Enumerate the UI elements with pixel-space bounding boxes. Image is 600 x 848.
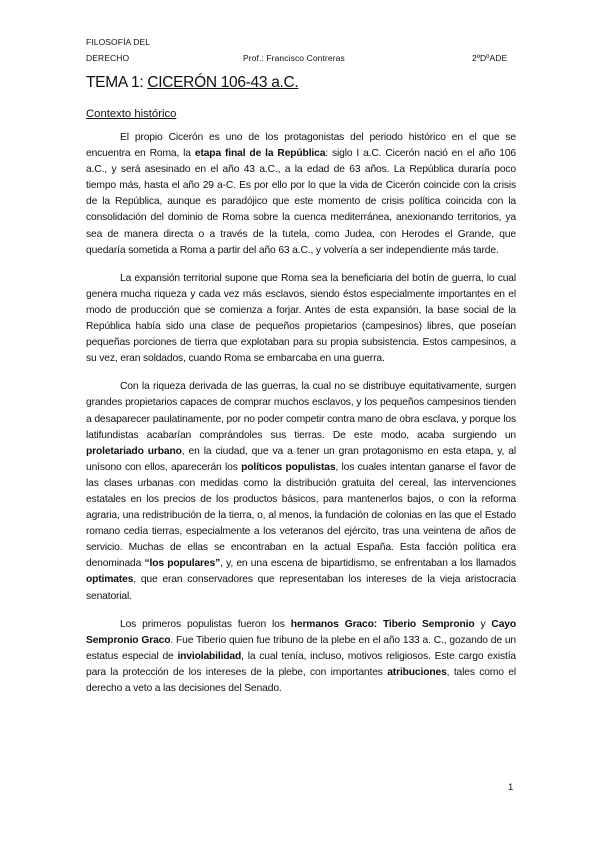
paragraph-text: , y, en una escena de bipartidismo, se enfrentaban a los llamados bbox=[220, 558, 516, 570]
document-body bbox=[86, 130, 516, 709]
bold-term: Cayo Sempronio Graco bbox=[86, 618, 517, 646]
title-prefix: TEMA 1: bbox=[86, 74, 148, 91]
paragraph-text: Con la riqueza derivada de las guerras, la cual no se distribuye equitativamente, surgen grandes propietarios capaces de comprar muchos esclavos, y los pequeños campesinos tienden a desaparecer paulatinamente, por no poder competir contra mano de obra esclava, y porque los latifundistas acabarían comprándoles sus tierras. De este modo, acaba surgiendo un bbox=[86, 381, 516, 441]
bold-term: optimates bbox=[86, 574, 134, 586]
bold-term: hermanos Graco: Tiberio Sempronio bbox=[290, 618, 475, 630]
body-paragraph bbox=[86, 617, 516, 697]
bold-term: atribuciones bbox=[387, 666, 447, 678]
paragraph-text: , en la ciudad, que va a tener un gran protagonismo en esta etapa, y, al unísono con ellos, aparecerán los bbox=[86, 445, 516, 473]
bold-term: “los populares” bbox=[144, 558, 221, 570]
professor-name: Prof.: Francisco Contreras bbox=[243, 53, 345, 63]
section-heading: Contexto histórico bbox=[86, 108, 177, 120]
paragraph-text: . Fue Tiberio quien fue tribuno de la plebe en el año 133 a. C., gozando de un estatus especial de bbox=[86, 634, 516, 662]
paragraph-text: y bbox=[474, 618, 492, 630]
page-title bbox=[86, 74, 298, 92]
bold-term: proletariado urbano bbox=[86, 445, 182, 457]
paragraph-text: Los primeros populistas fueron los bbox=[120, 618, 291, 630]
group-code: 2ºDºADE bbox=[472, 53, 508, 63]
body-paragraph bbox=[86, 271, 516, 368]
bold-term: inviolabilidad bbox=[177, 650, 242, 662]
paragraph-text: , los cuales intentan ganarse el favor de las clases urbanas con medidas como la distribución gratuita del cereal, las intervenciones estatales en los precios de los productos básicos, para mantenerlos bajos, o con la reforma agraria, una redistribución de la tierra, o, al menos, la fundación de colonias en las que el Estado romano cedía tierras, especialmente a los veteranos del ejército, tras una veintena de años de servicio. Muchas de ellas se encontraban en la actual España. Esta facción política era denominada bbox=[86, 461, 516, 570]
course-name-line1: FILOSOFÍA DEL bbox=[86, 37, 151, 47]
body-paragraph bbox=[86, 130, 516, 259]
title-subject: CICERÓN 106-43 a.C. bbox=[147, 74, 299, 91]
bold-term: políticos populistas bbox=[241, 461, 336, 473]
bold-term: etapa final de la República bbox=[194, 148, 326, 160]
body-paragraph bbox=[86, 379, 516, 604]
page-number: 1 bbox=[508, 782, 514, 793]
paragraph-text: , tales como el derecho a veto a las decisiones del Senado. bbox=[86, 666, 517, 694]
paragraph-text: , la cual tenía, incluso, motivos religiosos. Este cargo existía para la protección de los intereses de la plebe, con importantes bbox=[86, 650, 516, 678]
course-name-line2: DERECHO bbox=[86, 53, 130, 63]
paragraph-text: : siglo I a.C. Cicerón nació en el año 106 a.C., y será asesinado en el año 43 a.C., a la edad de 63 años. La República duraría poco tiempo más, hasta el año 29 a-C. Es por ello por lo que la vida de Cicerón coincide con la crisis de la República, aunque es paradójico que este momento de crisis política coincida con la consolidación del dominio de Roma sobre la cuenca mediterránea, anexionando territorios, ya sea de manera directa o a través de la tutela, como Judea, con Herodes el Grande, que quedaría sometida a Roma a partir del año 63 a.C., y volvería a ser independiente más tarde. bbox=[86, 148, 516, 256]
paragraph-text: El propio Cicerón es uno de los protagonistas del periodo histórico en el que se encuentra en Roma, la bbox=[86, 132, 516, 160]
paragraph-text: , que eran conservadores que representaban los intereses de la vieja aristocracia senatorial. bbox=[86, 574, 516, 602]
paragraph-text: La expansión territorial supone que Roma sea la beneficiaria del botín de guerra, lo cual genera mucha riqueza y cada vez más esclavos, siendo éstos especialmente importantes en el modo de producción que se comienza a forjar. Antes de esta expansión, la base social de la República había sido una clase de pequeños propietarios (campesinos) libres, que poseían pequeñas porciones de tierra que explotaban para su propia subsistencia. Estos campesinos, a su vez, eran soldados, cuando Roma se embarcaba en una guerra. bbox=[86, 272, 516, 365]
